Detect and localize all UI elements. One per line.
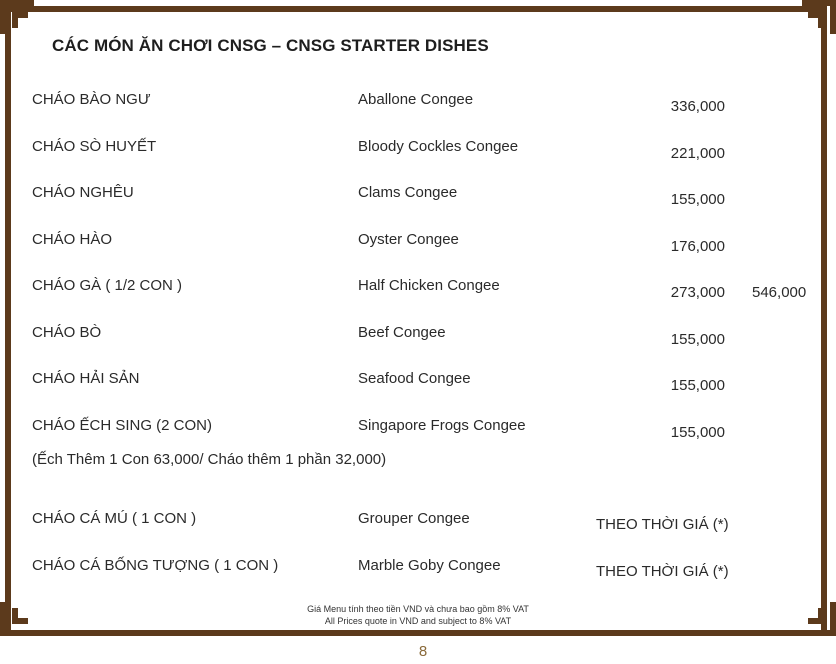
menu-item <box>0 231 836 261</box>
dish-price: 155,000 <box>670 377 725 394</box>
menu-section-title: CÁC MÓN ĂN CHƠI CNSG – CNSG STARTER DISHES <box>52 36 489 55</box>
extra-portion-note: (Ếch Thêm 1 Con 63,000/ Cháo thêm 1 phần 32,000) <box>32 451 387 468</box>
dish-price: 336,000 <box>670 98 725 115</box>
page-number: 8 <box>418 643 428 660</box>
dish-name-vn: CHÁO HÀO <box>32 231 113 248</box>
dish-name-en: Beef Congee <box>358 324 446 341</box>
dish-name-en: Aballone Congee <box>358 91 474 108</box>
corner-ornament-top-right <box>802 0 836 34</box>
menu-item <box>0 277 836 307</box>
vat-note-vn: Giá Menu tính theo tiền VND và chưa bao gồm 8% VAT <box>307 604 529 614</box>
menu-item <box>0 370 836 400</box>
dish-price: 221,000 <box>670 145 725 162</box>
dish-name-en: Oyster Congee <box>358 231 459 248</box>
dish-name-vn: CHÁO ẾCH SING (2 CON) <box>32 417 213 434</box>
menu-item <box>0 184 836 214</box>
menu-item <box>0 91 836 121</box>
dish-name-en: Clams Congee <box>358 184 458 201</box>
dish-name-en: Half Chicken Congee <box>358 277 500 294</box>
dish-price: 273,000 <box>670 284 725 301</box>
dish-name-vn: CHÁO GÀ ( 1/2 CON ) <box>32 277 183 294</box>
dish-price: 176,000 <box>670 238 725 255</box>
dish-name-vn: CHÁO SÒ HUYẾT <box>32 138 157 155</box>
dish-name-vn: CHÁO BÀO NGƯ <box>32 91 151 108</box>
dish-name-vn: CHÁO NGHÊU <box>32 184 134 201</box>
dish-name-en: Grouper Congee <box>358 510 470 527</box>
dish-name-vn: CHÁO BÒ <box>32 324 102 341</box>
menu-item <box>0 324 836 354</box>
dish-name-en: Bloody Cockles Congee <box>358 138 519 155</box>
dish-name-vn: CHÁO HẢI SẢN <box>32 370 140 387</box>
dish-name-en: Marble Goby Congee <box>358 557 501 574</box>
dish-name-en: Singapore Frogs Congee <box>358 417 526 434</box>
menu-item <box>0 138 836 168</box>
dish-price-market: THEO THỜI GIÁ (*) <box>596 516 729 533</box>
dish-price: 155,000 <box>670 191 725 208</box>
menu-item <box>0 557 836 587</box>
dish-name-en: Seafood Congee <box>358 370 471 387</box>
dish-price: 155,000 <box>670 424 725 441</box>
menu-item <box>0 417 836 447</box>
vat-note-en: All Prices quote in VND and subject to 8% VAT <box>324 616 512 626</box>
dish-name-vn: CHÁO CÁ MÚ ( 1 CON ) <box>32 510 197 527</box>
dish-price: 155,000 <box>670 331 725 348</box>
menu-item <box>0 510 836 540</box>
dish-name-vn: CHÁO CÁ BỐNG TƯỢNG ( 1 CON ) <box>32 557 279 574</box>
corner-ornament-top-left <box>0 0 34 34</box>
dish-price-market: THEO THỜI GIÁ (*) <box>596 563 729 580</box>
vat-footer <box>0 603 836 627</box>
dish-price-whole: 546,000 <box>752 284 807 301</box>
